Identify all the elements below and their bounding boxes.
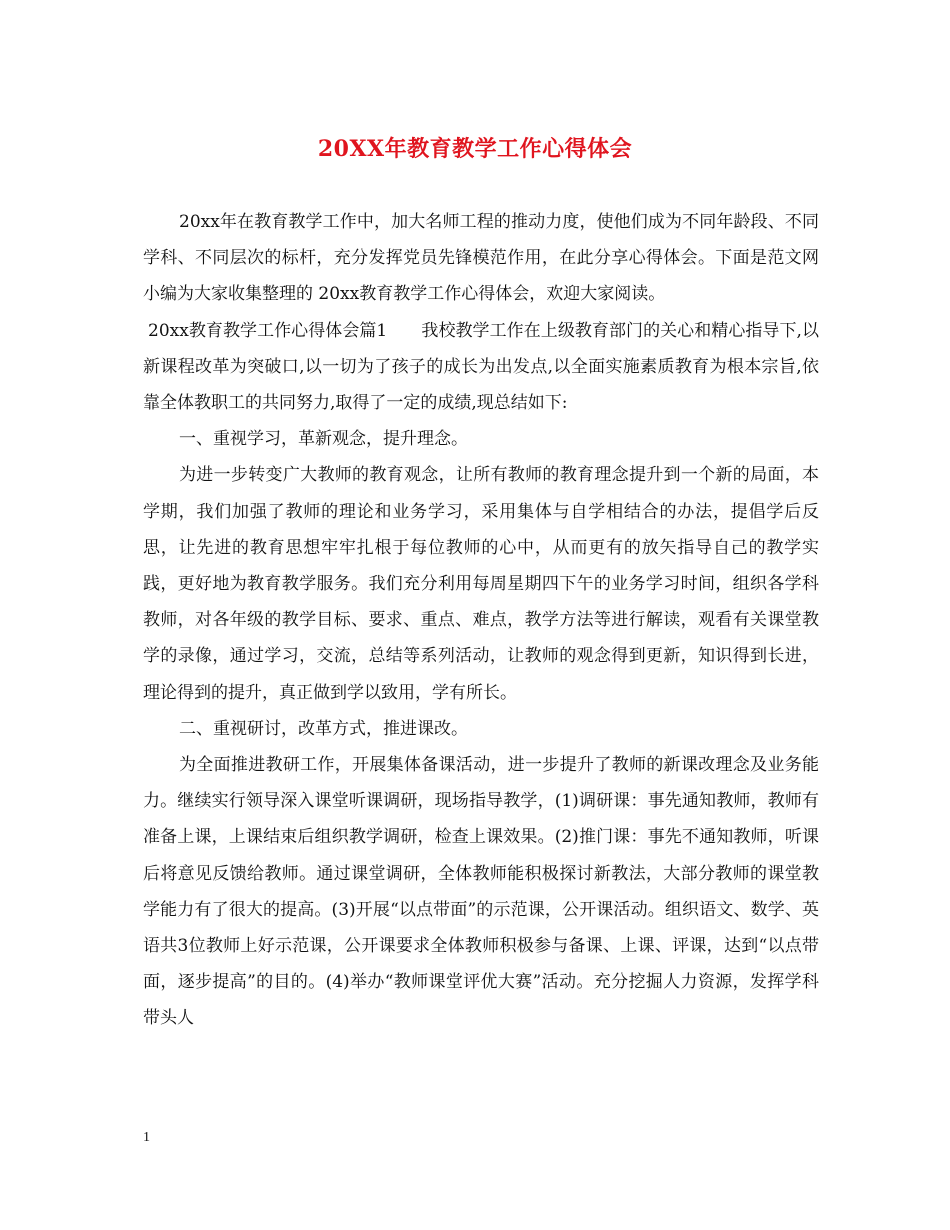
page-number: 1: [143, 1130, 150, 1145]
paragraph-section-two: 为全面推进教研工作，开展集体备课活动，进一步提升了教师的新课改理念及业务能力。继续实行领导深入课堂听课调研，现场指导教学，(1)调研课：事先通知教师，教师有准备上课，上课结束后组织教学调研，检查上课效果。(2)推门课：事先不通知教师，听课后将意见反馈给教师。通过课堂调研，全体教师能积极探讨新教法，大部分教师的课堂教学能力有了很大的提高。(3)开展“以点带面”的示范课，公开课活动。组织语文、数学、英语共3位教师上好示范课，公开课要求全体教师积极参与备课、上课、评课，达到“以点带面，逐步提高”的目的。(4)举办“教师课堂评优大赛”活动。充分挖掘人力资源，发挥学科带头人: [143, 755, 819, 1029]
document-body: [143, 204, 819, 1037]
paragraph-part-one-intro: 20xx教育教学工作心得体会篇1 我校教学工作在上级教育部门的关心和精心指导下,以新课程改革为突破口,以一切为了孩子的成长为出发点,以全面实施素质教育为根本宗旨,依靠全体教职工的共同努力,取得了一定的成绩,现总结如下:: [143, 320, 819, 414]
document-title: 20XX年教育教学工作心得体会: [317, 136, 633, 162]
section-heading-two: 二、重视研讨，改革方式，推进课改。: [179, 718, 468, 739]
paragraph-intro: 20xx年在教育教学工作中，加大名师工程的推动力度，使他们成为不同年龄段、不同学科、不同层次的标杆，充分发挥党员先锋模范作用，在此分享心得体会。下面是范文网小编为大家收集整理的 20xx教育教学工作心得体会，欢迎大家阅读。: [143, 212, 819, 305]
section-heading-one: 一、重视学习，革新观念，提升理念。: [179, 429, 468, 450]
paragraph-section-one: 为进一步转变广大教师的教育观念，让所有教师的教育理念提升到一个新的局面，本学期，我们加强了教师的理论和业务学习，采用集体与自学相结合的办法，提倡学后反思，让先进的教育思想牢牢扎根于每位教师的心中，从而更有的放矢指导自己的教学实践，更好地为教育教学服务。我们充分利用每周星期四下午的业务学习时间，组织各学科教师，对各年级的教学目标、要求、重点、难点，教学方法等进行解读，观看有关课堂教学的录像，通过学习，交流，总结等系列活动，让教师的观念得到更新，知识得到长进，理论得到的提升，真正做到学以致用，学有所长。: [143, 465, 819, 703]
